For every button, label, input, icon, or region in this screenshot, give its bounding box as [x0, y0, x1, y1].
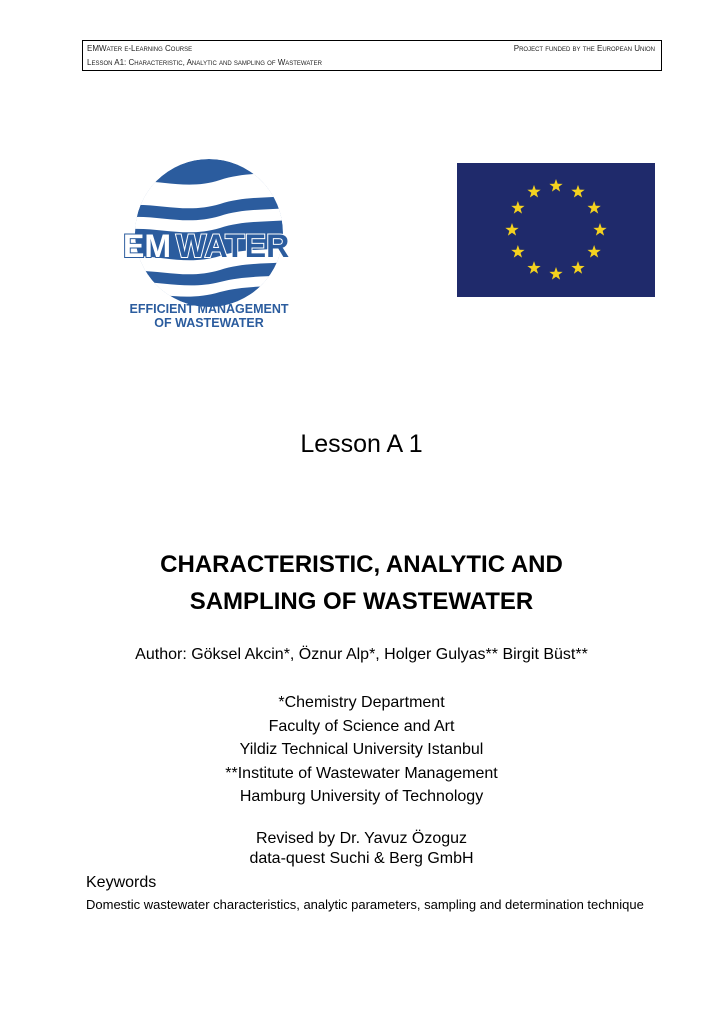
emwater-logo [120, 158, 302, 334]
affiliation-line: Yildiz Technical University Istanbul [239, 741, 484, 758]
header-funding: Project funded by the European Union [513, 44, 655, 53]
header-row-bottom [87, 58, 655, 68]
lesson-title: Lesson A 1 [300, 430, 423, 458]
revised-by: Revised by Dr. Yavuz Özoguz [255, 830, 468, 847]
logo-tagline-1: EFFICIENT MANAGEMENT [129, 302, 289, 316]
logo-water-text: WATER [176, 228, 290, 264]
revision-note [0, 829, 723, 869]
header-lesson: Lesson A1: Characteristic, Analytic and sampling of Wastewater [87, 58, 322, 67]
document-title [0, 546, 723, 620]
eu-flag-icon [457, 163, 655, 297]
affiliation-line: *Chemistry Department [278, 694, 445, 711]
logo-em-text: EM [123, 228, 171, 264]
keywords-text: Domestic wastewater characteristics, analytic parameters, sampling and determination technique [86, 897, 644, 912]
revised-company: data-quest Suchi & Berg GmbH [249, 850, 474, 867]
keywords-heading: Keywords [86, 874, 157, 891]
affiliation-line: **Institute of Wastewater Management [225, 764, 498, 782]
running-header [82, 40, 662, 71]
affiliation-line: Faculty of Science and Art [268, 717, 455, 735]
authors-line: Author: Göksel Akcin*, Öznur Alp*, Holger Gulyas** Birgit Büst** [135, 646, 588, 663]
header-row-top [87, 44, 655, 54]
title-line-1: CHARACTERISTIC, ANALYTIC AND [160, 551, 563, 578]
logo-tagline-2: OF WASTEWATER [154, 316, 264, 330]
affiliation-line: Hamburg University of Technology [239, 788, 484, 805]
affiliations [0, 691, 723, 809]
title-line-2: SAMPLING OF WASTEWATER [189, 588, 534, 615]
header-course: EMWater e-Learning Course [87, 44, 193, 53]
